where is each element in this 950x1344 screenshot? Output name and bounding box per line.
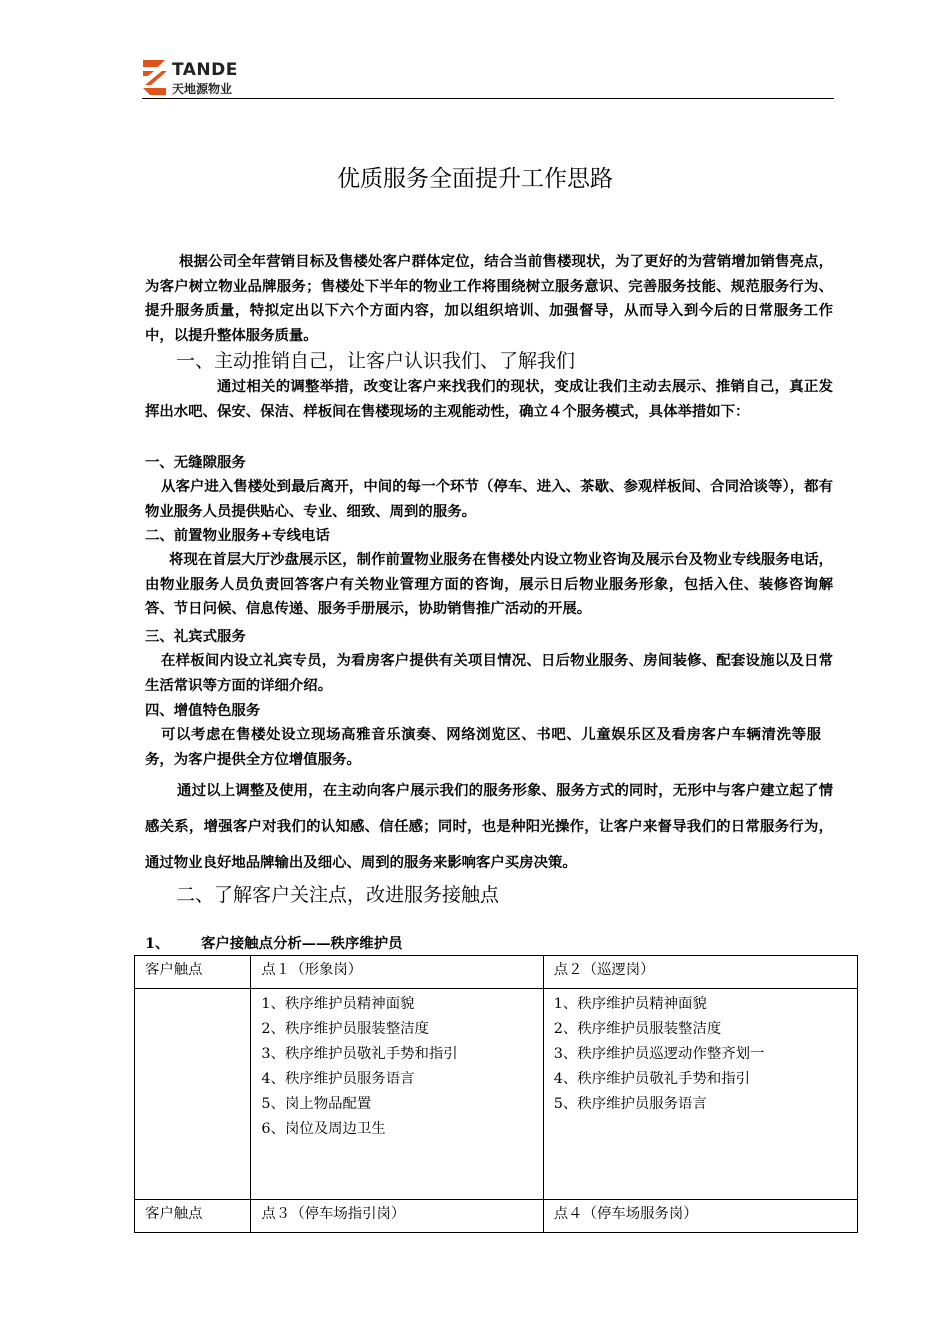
table-caption-text: 客户接触点分析——秩序维护员 xyxy=(201,935,403,952)
page-header xyxy=(142,58,834,100)
list-item: 1、秩序维护员精神面貌 xyxy=(261,996,415,1012)
table-cell: 点３（停车场指引岗） xyxy=(251,1200,543,1233)
list-item: 3、秩序维护员敬礼手势和指引 xyxy=(261,1046,458,1062)
section-2-heading: 二、了解客户关注点，改进服务接触点 xyxy=(176,884,500,906)
list-item: 4、秩序维护员敬礼手势和指引 xyxy=(553,1071,751,1087)
checklist-point-1 xyxy=(261,992,542,1142)
table-row xyxy=(135,989,858,1200)
table-cell: 点２（巡逻岗） xyxy=(543,956,857,989)
intro-paragraph: 根据公司全年营销目标及售楼处客户群体定位，结合当前售楼现状，为了更好的为营销增加销售亮点，为客户树立物业品牌服务；售楼处下半年的物业工作将围绕树立服务意识、完善服务技能、规范服务行为、提升服务质量，特拟定出以下六个方面内容，加以组织培训、加强督导，从而导入到今后的日常服务工作中，以提升整体服务质量。 xyxy=(145,253,833,344)
table-number: 1、 xyxy=(145,935,170,952)
list-item: 4、秩序维护员服务语言 xyxy=(261,1071,415,1087)
logo-text-cn: 天地源物业 xyxy=(172,82,233,96)
checklist-point-2 xyxy=(554,992,857,1117)
item-4-text: 可以考虑在售楼处设立现场高雅音乐演奏、网络浏览区、书吧、儿童娱乐区及看房客户车辆清洗等服务，为客户提供全方位增值服务。 xyxy=(145,726,821,768)
list-item: 2、秩序维护员服装整洁度 xyxy=(261,1021,429,1037)
list-item: 3、秩序维护员巡逻动作整齐划一 xyxy=(553,1046,765,1062)
item-1-text: 从客户进入售楼处到最后离开，中间的每一个环节（停车、进入、茶歇、参观样板间、合同洽谈等），都有物业服务人员提供贴心、专业、细致、周到的服务。 xyxy=(145,478,833,520)
table-cell: 点４（停车场服务岗） xyxy=(543,1200,857,1233)
item-3-title: 三、礼宾式服务 xyxy=(145,628,246,645)
table-cell xyxy=(251,989,543,1200)
section-1-intro: 通过相关的调整举措，改变让客户来找我们的现状，变成让我们主动去展示、推销自己，真正发挥出水吧、保安、保洁、样板间在售楼现场的主观能动性，确立４个服务模式，具体举措如下： xyxy=(145,378,833,420)
list-item: 2、秩序维护员服装整洁度 xyxy=(553,1021,722,1037)
table-cell: 客户触点 xyxy=(135,1200,251,1233)
document-title: 优质服务全面提升工作思路 xyxy=(337,166,613,192)
list-item: 1、秩序维护员精神面貌 xyxy=(553,996,707,1012)
table-cell: 点１（形象岗） xyxy=(251,956,543,989)
table-row xyxy=(135,1200,858,1233)
table-cell xyxy=(543,989,857,1200)
list-item: 6、岗位及周边卫生 xyxy=(261,1121,386,1137)
item-1-title: 一、无缝隙服务 xyxy=(145,454,246,471)
logo-text-en: TANDE xyxy=(172,60,238,80)
touchpoint-table xyxy=(134,955,858,1233)
section-1-conclusion: 通过以上调整及使用，在主动向客户展示我们的服务形象、服务方式的同时，无形中与客户建立起了情感关系，增强客户对我们的认知感、信任感；同时，也是种阳光操作，让客户来督导我们的日常服务行为，通过物业良好地品牌输出及细心、周到的服务来影响客户买房决策。 xyxy=(145,782,833,871)
header-divider xyxy=(142,98,834,99)
item-3-text: 在样板间内设立礼宾专员，为看房客户提供有关项目情况、日后物业服务、房间装修、配套设施以及日常生活常识等方面的详细介绍。 xyxy=(145,652,833,694)
list-item: 5、岗上物品配置 xyxy=(261,1096,372,1112)
item-2-text: 将现在首层大厅沙盘展示区，制作前置物业服务在售楼处内设立物业咨询及展示台及物业专线服务电话，由物业服务人员负责回答客户有关物业管理方面的咨询，展示日后物业服务形象，包括入住、装修咨询解答、节日问候、信息传递、服务手册展示，协助销售推广活动的开展。 xyxy=(145,551,833,617)
table-cell xyxy=(135,989,251,1200)
company-logo xyxy=(142,58,242,98)
section-1-heading: 一、主动推销自己，让客户认识我们、了解我们 xyxy=(176,350,576,372)
item-4-title: 四、增值特色服务 xyxy=(145,702,261,719)
tande-logo-icon xyxy=(142,58,168,96)
table-row xyxy=(135,956,858,989)
list-item: 5、秩序维护员服务语言 xyxy=(553,1096,707,1112)
table-caption xyxy=(145,932,402,953)
table-cell: 客户触点 xyxy=(135,956,251,989)
item-2-title: 二、前置物业服务+专线电话 xyxy=(145,527,330,544)
